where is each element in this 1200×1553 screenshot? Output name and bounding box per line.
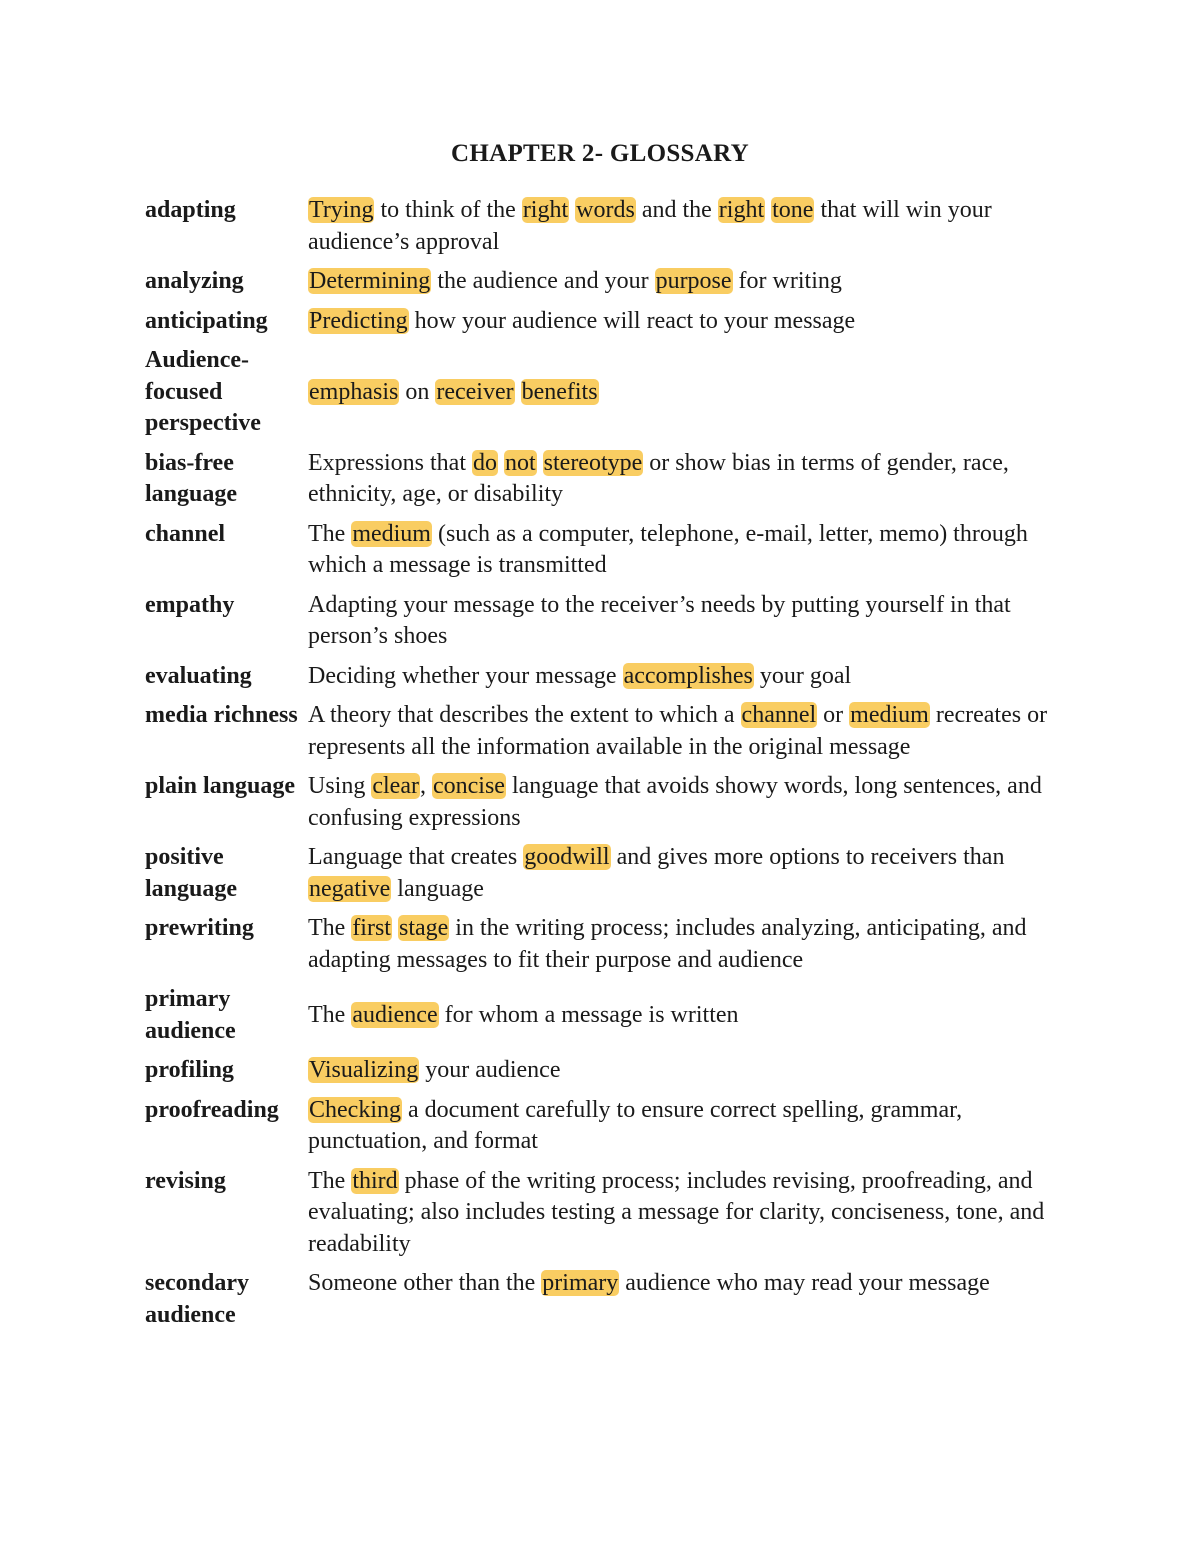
- highlighted-word: Checking: [309, 1096, 401, 1123]
- glossary-definition: [308, 1000, 1065, 1032]
- glossary-term: plain language: [145, 773, 296, 799]
- definition-text: Deciding whether your message: [308, 662, 623, 689]
- definition-text: The: [308, 1001, 352, 1028]
- highlighted-word: Visualizing: [309, 1057, 419, 1083]
- highlighted-word: negative: [309, 875, 391, 902]
- definition-text: for whom a message is written: [438, 1001, 739, 1028]
- glossary-entry: [145, 345, 1065, 440]
- glossary-term: evaluating: [145, 662, 252, 689]
- highlighted-word: Determining: [309, 268, 431, 294]
- definition-text: Language that creates: [308, 844, 524, 870]
- definition-text: Using: [308, 773, 372, 799]
- definition-text: how your audience will react to your message: [408, 307, 856, 334]
- glossary-term: primary audience: [145, 986, 236, 1044]
- glossary-entry: [145, 842, 1065, 905]
- glossary-definition: [308, 519, 1065, 582]
- glossary-term: empathy: [145, 591, 235, 618]
- glossary-definition: [308, 1055, 1065, 1087]
- definition-text: language that avoids showy words, long sentences, and confusing expressions: [308, 773, 1042, 831]
- highlighted-word: emphasis: [309, 378, 399, 405]
- highlighted-word: audience: [352, 1001, 438, 1028]
- glossary-definition: [308, 306, 1065, 338]
- glossary-definition: [308, 913, 1065, 976]
- glossary-definition: [308, 448, 1065, 511]
- definition-text: and the: [635, 197, 718, 223]
- definition-text: in the writing process; includes analyzing, anticipating, and adapting messages to fit their purpose and audience: [308, 915, 1027, 973]
- glossary-definition: [308, 377, 1065, 409]
- glossary-definition: [308, 842, 1065, 905]
- glossary-entry: [145, 519, 1065, 582]
- definition-text: or show bias in terms of gender, race, ethnicity, age, or disability: [308, 449, 1009, 507]
- definition-text: the audience and your: [431, 268, 655, 294]
- glossary-entry: [145, 1095, 1065, 1158]
- glossary-term: prewriting: [145, 915, 254, 941]
- glossary-term: positive language: [145, 844, 238, 902]
- glossary-term: Audience-focused perspective: [145, 347, 261, 436]
- glossary-term: profiling: [145, 1057, 234, 1083]
- highlighted-word: Predicting: [309, 307, 408, 334]
- glossary-entry: [145, 1166, 1065, 1261]
- glossary-entry: [145, 771, 1065, 834]
- definition-text: The: [308, 520, 352, 547]
- definition-text: Expressions that: [308, 449, 472, 476]
- highlighted-word: do: [472, 449, 497, 476]
- glossary-entry: [145, 1268, 1065, 1331]
- glossary-entry: [145, 700, 1065, 763]
- definition-text: that will win your audience’s approval: [308, 197, 992, 255]
- highlighted-word: third: [352, 1167, 398, 1194]
- definition-text: The: [308, 1167, 352, 1194]
- glossary-entry: [145, 306, 1065, 338]
- definition-text: or: [817, 702, 850, 728]
- highlighted-word: receiver: [436, 378, 514, 405]
- highlighted-word: stage: [398, 915, 449, 941]
- definition-text: to think of the: [374, 197, 522, 223]
- highlighted-word: concise: [432, 773, 505, 799]
- definition-text: language: [391, 875, 484, 902]
- definition-text: The: [308, 915, 352, 941]
- definition-text: your goal: [753, 662, 852, 689]
- definition-text: for writing: [732, 268, 842, 294]
- glossary-entry: [145, 661, 1065, 693]
- definition-text: Someone other than the: [308, 1270, 542, 1296]
- page-title: CHAPTER 2- GLOSSARY: [451, 140, 749, 167]
- definition-text: A theory that describes the extent to which a: [308, 702, 741, 728]
- highlighted-word: benefits: [521, 378, 598, 405]
- glossary-term: channel: [145, 520, 226, 547]
- highlighted-word: Trying: [309, 197, 374, 223]
- glossary-term: revising: [145, 1167, 226, 1194]
- highlighted-word: tone: [772, 197, 814, 223]
- glossary-term: analyzing: [145, 268, 244, 294]
- definition-text: on: [399, 378, 436, 405]
- glossary-definition: [308, 195, 1065, 258]
- glossary-term: secondary audience: [145, 1270, 249, 1328]
- definition-text: recreates or represents all the information available in the original message: [308, 702, 1048, 760]
- glossary-term: proofreading: [145, 1096, 279, 1123]
- highlighted-word: channel: [741, 702, 817, 728]
- highlighted-word: not: [504, 449, 536, 476]
- definition-text: Adapting your message to the receiver’s needs by putting yourself in that person’s shoes: [308, 591, 1011, 649]
- glossary-entry: [145, 448, 1065, 511]
- glossary-definition: [308, 771, 1065, 834]
- glossary-term: anticipating: [145, 307, 268, 334]
- glossary-definition: [308, 1095, 1065, 1158]
- definition-text: and gives more options to receivers than: [610, 844, 1005, 870]
- glossary-entry: [145, 195, 1065, 258]
- glossary-term: bias-free language: [145, 449, 238, 507]
- highlighted-word: medium: [850, 702, 929, 728]
- definition-text: [515, 379, 521, 405]
- glossary-definition: [308, 700, 1065, 763]
- highlighted-word: accomplishes: [623, 662, 753, 689]
- highlighted-word: clear: [372, 773, 419, 799]
- glossary-definition: [308, 266, 1065, 298]
- glossary-term: media richness: [145, 702, 298, 728]
- glossary-term: adapting: [145, 197, 236, 223]
- definition-text: phase of the writing process; includes revising, proofreading, and evaluating; also includes testing a message for clarity, conciseness, tone, and readability: [308, 1167, 1045, 1257]
- highlighted-word: goodwill: [524, 844, 610, 870]
- definition-text: your audience: [419, 1057, 561, 1083]
- glossary-entry: [145, 984, 1065, 1047]
- glossary-entry: [145, 913, 1065, 976]
- highlighted-word: words: [576, 197, 635, 223]
- highlighted-word: right: [718, 197, 765, 223]
- definition-text: ,: [419, 773, 432, 799]
- highlighted-word: primary: [542, 1270, 619, 1296]
- highlighted-word: purpose: [655, 268, 732, 294]
- highlighted-word: medium: [352, 520, 431, 547]
- glossary-definition: [308, 1166, 1065, 1261]
- glossary-entry: [145, 266, 1065, 298]
- glossary-definition: [308, 590, 1065, 653]
- glossary-definition: [308, 661, 1065, 693]
- definition-text: a document carefully to ensure correct spelling, grammar, punctuation, and format: [308, 1096, 963, 1154]
- definition-text: audience who may read your message: [619, 1270, 990, 1296]
- highlighted-word: stereotype: [543, 449, 643, 476]
- glossary-definition: [308, 1268, 1065, 1300]
- highlighted-word: right: [522, 197, 569, 223]
- glossary-entry: [145, 1055, 1065, 1087]
- definition-text: (such as a computer, telephone, e-mail, letter, memo) through which a message is transmitted: [308, 520, 1028, 578]
- definition-text: [537, 450, 543, 476]
- glossary-list: [145, 195, 1065, 1339]
- highlighted-word: first: [352, 915, 391, 941]
- glossary-entry: [145, 590, 1065, 653]
